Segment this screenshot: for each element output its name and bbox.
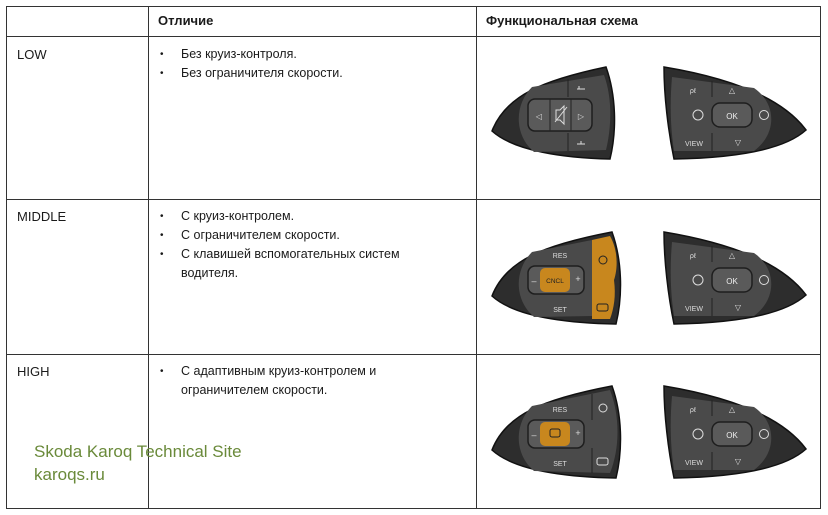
voice-icon: ρℓ — [689, 407, 697, 414]
features-middle — [156, 207, 456, 283]
ok-label: OK — [726, 431, 738, 440]
feature-item: • С клавишей вспомогательных систем водителя. — [156, 245, 441, 283]
variant-high: HIGH — [17, 364, 50, 379]
right-control-panel — [664, 67, 806, 159]
up-arrow-icon: △ — [728, 251, 736, 260]
table-border-top — [6, 6, 821, 7]
watermark-title: Skoda Karoq Technical Site — [34, 442, 242, 461]
feature-item: • Без ограничителя скорости. — [156, 64, 456, 83]
feature-item: • С ограничителем скорости. — [156, 226, 456, 245]
table-border-left — [6, 6, 7, 509]
features-low — [156, 45, 456, 83]
left-control-panel — [492, 232, 621, 324]
features-high — [156, 362, 456, 400]
voice-icon: ρℓ — [689, 253, 697, 260]
right-control-panel — [664, 386, 806, 478]
view-label: VIEW — [685, 460, 703, 467]
feature-item: • С круиз-контролем. — [156, 207, 456, 226]
wheel-controls-high — [484, 374, 814, 484]
plus-label: + — [575, 274, 581, 284]
right-control-panel — [664, 232, 806, 324]
cncl-label: CNCL — [546, 278, 564, 285]
left-control-panel — [492, 386, 621, 478]
wheel-controls-low — [484, 55, 814, 165]
acc-button — [540, 422, 570, 446]
column-divider — [476, 6, 477, 509]
down-arrow-icon: ▽ — [734, 138, 742, 147]
ok-label: OK — [726, 112, 738, 121]
res-label: RES — [552, 407, 568, 414]
down-arrow-icon: ▽ — [734, 457, 742, 466]
up-arrow-icon: △ — [728, 86, 736, 95]
watermark-url: karoqs.ru — [34, 465, 105, 484]
ok-label: OK — [726, 277, 738, 286]
next-icon: ▷ — [577, 112, 585, 121]
header-divider — [6, 36, 821, 37]
minus-label: – — [531, 430, 537, 440]
feature-item: • С адаптивным круиз-контролем и ограничителем скорости. — [156, 362, 421, 400]
watermark — [34, 440, 242, 486]
feature-item: • Без круиз-контроля. — [156, 45, 456, 64]
down-arrow-icon: ▽ — [734, 303, 742, 312]
header-scheme: Функциональная схема — [486, 13, 638, 28]
assist-button-highlight — [592, 236, 617, 280]
up-arrow-icon: △ — [728, 405, 736, 414]
header-difference: Отличие — [158, 13, 214, 28]
res-label: RES — [552, 253, 568, 260]
plus-label: + — [575, 428, 581, 438]
view-label: VIEW — [685, 306, 703, 313]
wheel-controls-middle — [484, 220, 814, 330]
set-label: SET — [553, 307, 567, 314]
set-label: SET — [553, 461, 567, 468]
view-label: VIEW — [685, 141, 703, 148]
limiter-button-highlight — [592, 280, 615, 319]
voice-icon: ρℓ — [689, 88, 697, 95]
table-border-bottom — [6, 508, 821, 509]
row-divider — [6, 354, 821, 355]
prev-icon: ◁ — [535, 112, 543, 121]
minus-label: – — [531, 276, 537, 286]
table-border-right — [820, 6, 821, 509]
column-divider — [148, 6, 149, 509]
row-divider — [6, 199, 821, 200]
variant-middle: MIDDLE — [17, 209, 67, 224]
left-control-panel — [492, 67, 615, 159]
variant-low: LOW — [17, 47, 47, 62]
